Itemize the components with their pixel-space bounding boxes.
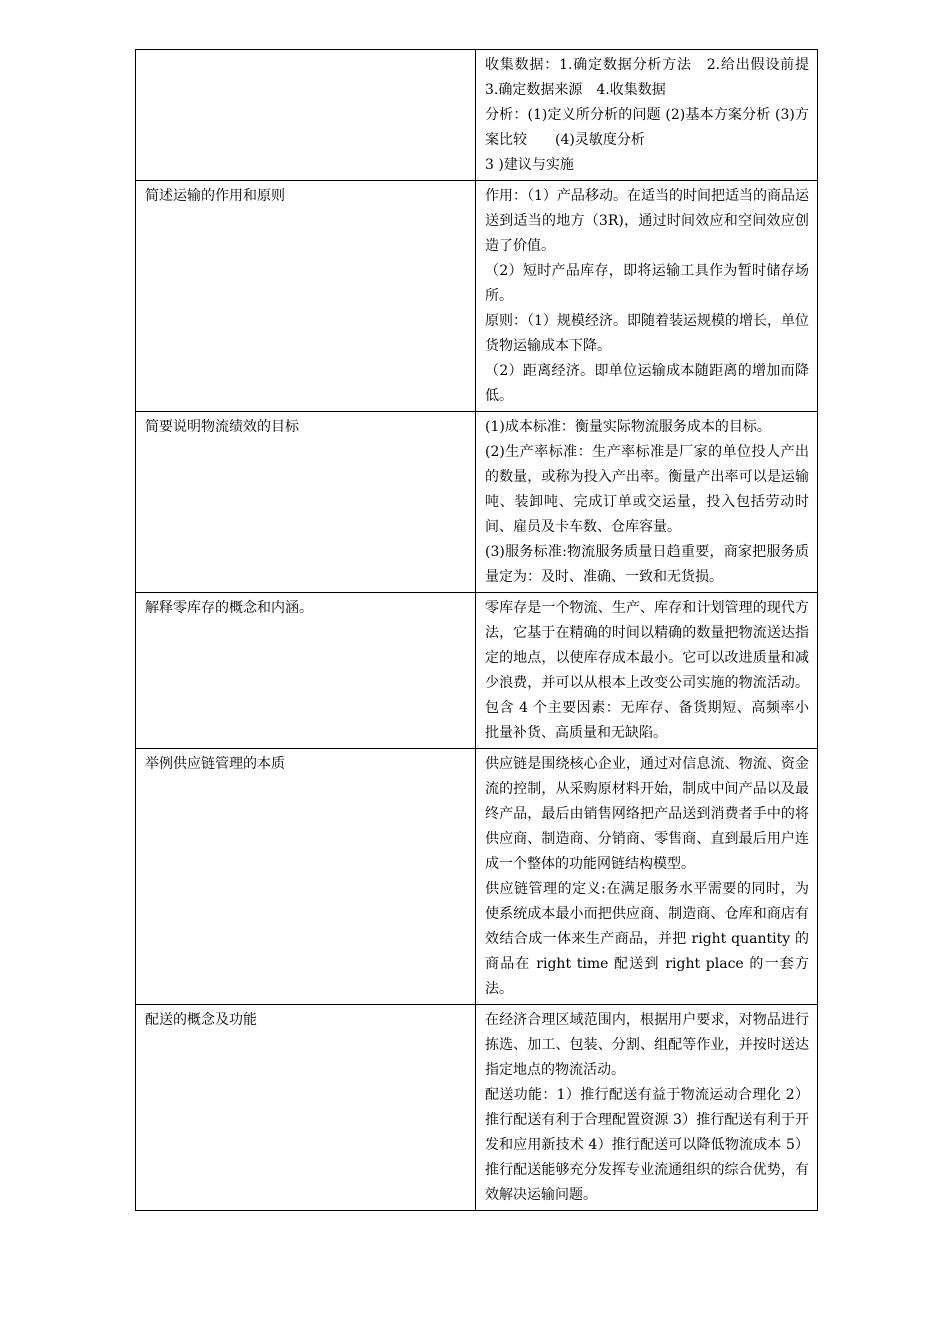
table-row: [136, 593, 818, 749]
answer-paragraph: 原则：（1）规模经济。即随着装运规模的增长，单位货物运输成本下降。: [485, 313, 809, 354]
table-row: [136, 749, 818, 1005]
answer-paragraph: 供应链管理的定义:在满足服务水平需要的同时，为使系统成本最小而把供应商、制造商、仓库和商店有效结合成一体来生产商品，并把 right quantity 的商品在 right time 配送到 right place 的一套方法。: [485, 881, 809, 997]
answer-paragraph: 在经济合理区域范围内，根据用户要求，对物品进行拣选、加工、包装、分割、组配等作业，并按时送达指定地点的物流活动。: [485, 1012, 809, 1078]
answer-paragraph: 作用：（1）产品移动。在适当的时间把适当的商品运送到适当的地方（3R)，通过时间效应和空间效应创造了价值。: [485, 188, 809, 254]
question-cell: 解释零库存的概念和内涵。: [136, 593, 476, 749]
question-cell: 举例供应链管理的本质: [136, 749, 476, 1005]
answer-paragraph: (1)成本标准：衡量实际物流服务成本的目标。: [485, 419, 771, 435]
answer-paragraph: 3 )建议与实施: [485, 157, 574, 173]
question-cell: [136, 50, 476, 181]
answer-paragraph: 供应链是围绕核心企业，通过对信息流、物流、资金流的控制，从采购原材料开始，制成中间产品以及最终产品，最后由销售网络把产品送到消费者手中的将供应商、制造商、分销商、零售商、直到最后用户连成一个整体的功能网链结构模型。: [485, 756, 809, 872]
answer-cell: [476, 412, 818, 593]
question-cell: 简述运输的作用和原则: [136, 181, 476, 412]
answer-paragraph: (2)生产率标准：生产率标准是厂家的单位投人产出的数量，或称为投入产出率。衡量产出率可以是运输吨、装卸吨、完成订单或交运量，投入包括劳动时间、雇员及卡车数、仓库容量。: [485, 444, 809, 535]
answer-paragraph: 配送功能：1）推行配送有益于物流运动合理化 2）推行配送有利于合理配置资源 3）推行配送有利于开发和应用新技术 4）推行配送可以降低物流成本 5）推行配送能够充分发挥专业流通组织的综合优势，有效解决运输问题。: [485, 1087, 809, 1203]
table-row: [136, 50, 818, 181]
answer-paragraph: （2）距离经济。即单位运输成本随距离的增加而降低。: [485, 363, 809, 404]
qa-table: [135, 49, 823, 1211]
answer-cell: [476, 749, 818, 1005]
table-row: [136, 412, 818, 593]
answer-paragraph: （2）短时产品库存，即将运输工具作为暂时储存场所。: [485, 263, 809, 304]
answer-cell: [476, 593, 818, 749]
table-row: [136, 1005, 818, 1211]
question-cell: 简要说明物流绩效的目标: [136, 412, 476, 593]
answer-paragraph: 分析：(1)定义所分析的问题 (2)基本方案分析 (3)方案比较 (4)灵敏度分析: [485, 107, 809, 148]
question-cell: 配送的概念及功能: [136, 1005, 476, 1211]
table-row: [136, 181, 818, 412]
answer-paragraph: 收集数据：1.确定数据分析方法 2.给出假设前提 3.确定数据来源 4.收集数据: [485, 57, 823, 98]
answer-cell: [476, 181, 818, 412]
answer-cell: [476, 50, 823, 181]
answer-paragraph: 零库存是一个物流、生产、库存和计划管理的现代方法，它基于在精确的时间以精确的数量把物流送达指定的地点，以使库存成本最小。它可以改进质量和减少浪费，并可以从根本上改变公司实施的物流活动。包含 4 个主要因素：无库存、备货期短、高频率小批量补货、高质量和无缺陷。: [485, 600, 809, 741]
answer-cell: [476, 1005, 818, 1211]
answer-paragraph: (3)服务标准:物流服务质量日趋重要，商家把服务质量定为：及时、准确、一致和无货损。: [485, 544, 809, 585]
